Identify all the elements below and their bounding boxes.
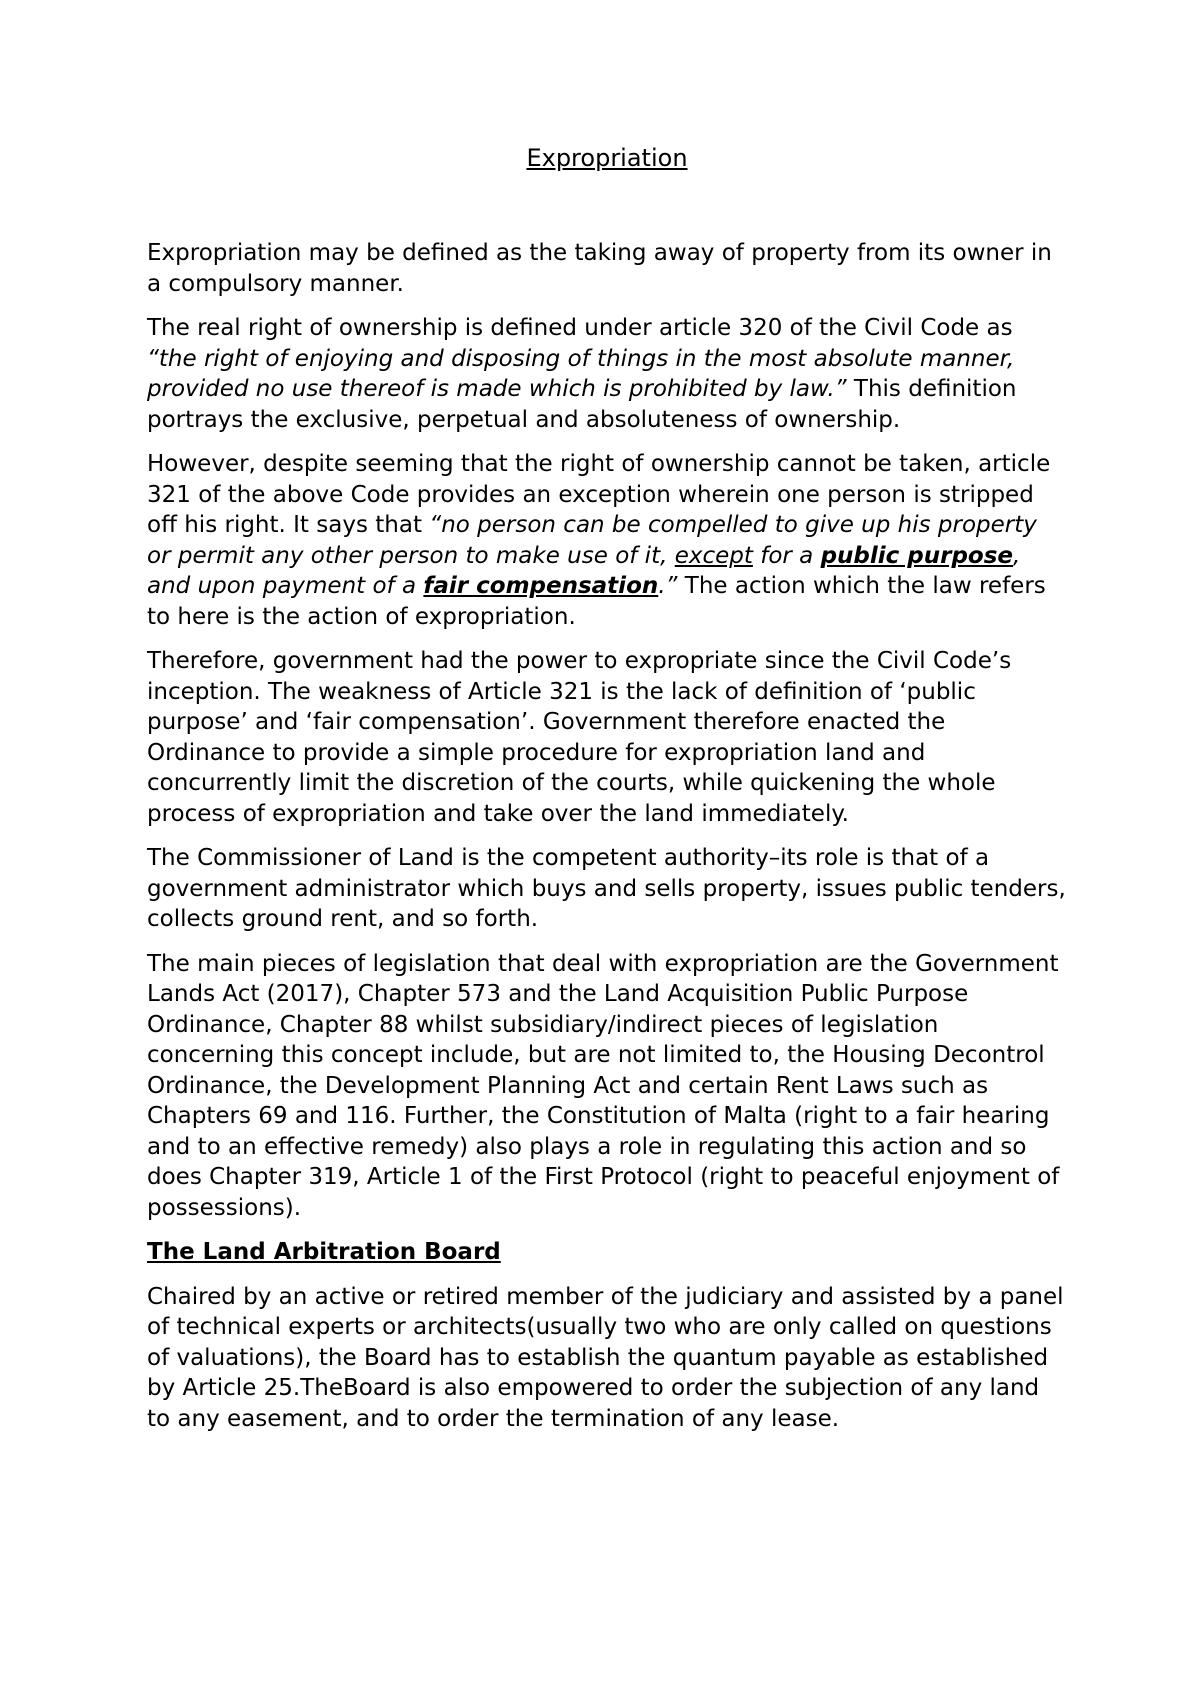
paragraph-text: The action which the law refers to here is the action of expropriation.	[147, 573, 1046, 630]
article-321-quote: .”	[658, 573, 678, 599]
paragraph-text: However, despite seeming that the right of ownership cannot be taken, article 321 of the above Code provides an exception wherein one person is stripped off his right. It says that	[147, 451, 1051, 538]
document-body	[147, 141, 1067, 1448]
paragraph-text: The real right of ownership is defined under article 320 of the Civil Code as	[147, 315, 1013, 341]
paragraph-ownership	[147, 313, 1067, 435]
paragraph-legislation: The main pieces of legislation that deal with expropriation are the Government Lands Act (2017), Chapter 573 and the Land Acquisition Public Purpose Ordinance, Chapter 88 whilst subsidiary/indirect pieces of legislation concerning this concept include, but are not limited to, the Housing Decontrol Ordinance, the Development Planning Act and certain Rent Laws such as Chapters 69 and 116. Further, the Constitution of Malta (right to a fair hearing and to an effective remedy) also plays a role in regulating this action and so does Chapter 319, Article 1 of the First Protocol (right to peaceful enjoyment of possessions).	[147, 950, 1060, 1221]
paragraph-commissioner: The Commissioner of Land is the competent authority–its role is that of a government administrator which buys and sells property, issues public tenders, collects ground rent, and so forth.	[147, 845, 1066, 932]
paragraph-text: This definition portrays the exclusive, perpetual and absoluteness of ownership.	[147, 376, 1017, 433]
article-321-quote: , and upon payment of a	[147, 542, 1021, 599]
emphasis-fair-compensation: fair compensation	[423, 573, 659, 599]
article-321-quote: “no person can be compelled to give up his property or permit any other person to make use of it,	[147, 512, 1037, 569]
paragraph-government-power: Therefore, government had the power to expropriate since the Civil Code’s inception. The weakness of Article 321 is the lack of definition of ‘public purpose’ and ‘fair compensation’. Government therefore enacted the Ordinance to provide a simple procedure for expropriation land and concurrently limit the discretion of the courts, while quickening the whole process of expropriation and take over the land immediately.	[147, 648, 1012, 827]
section-heading: The Land Arbitration Board	[147, 1239, 501, 1265]
emphasis-public-purpose: public purpose	[820, 542, 1014, 569]
document-title: Expropriation	[526, 144, 688, 172]
emphasis-except: except	[674, 542, 753, 569]
article-320-quote: “the right of enjoying and disposing of things in the most absolute manner, provided no use thereof is made which is prohibited by law.”	[147, 345, 1015, 402]
paragraph-definition: Expropriation may be defined as the taking away of property from its owner in a compulsory manner.	[147, 240, 1052, 297]
article-321-quote: for a	[752, 542, 821, 569]
paragraph-board: Chaired by an active or retired member of the judiciary and assisted by a panel of technical experts or architects(usually two who are only called on questions of valuations), the Board has to establish the quantum payable as established by Article 25.TheBoard is also empowered to order the subjection of any land to any easement, and to order the termination of any lease.	[147, 1283, 1064, 1432]
paragraph-article-321	[147, 449, 1067, 632]
